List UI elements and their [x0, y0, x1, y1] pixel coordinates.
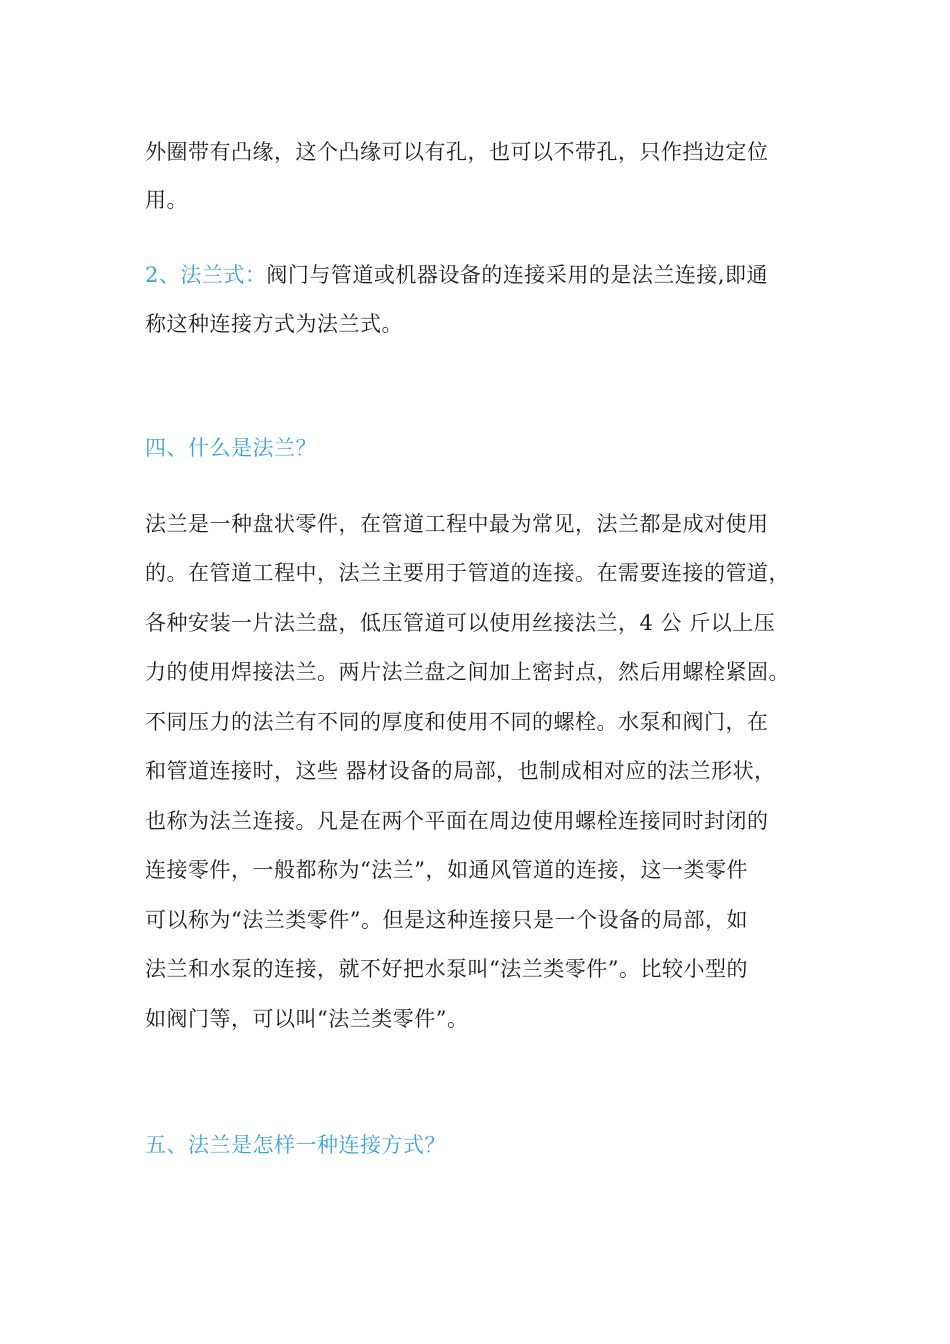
- paragraph-line: 的。在管道工程中，法兰主要用于管道的连接。在需要连接的管道，: [145, 561, 790, 585]
- paragraph-line: 和管道连接时，这些 器材设备的局部，也制成相对应的法兰形状，: [145, 759, 776, 783]
- section-label: 2、法兰式：: [145, 263, 267, 287]
- paragraph-line: 不同压力的法兰有不同的厚度和使用不同的螺栓。水泵和阀门，在: [145, 710, 769, 734]
- paragraph-line: 可以称为“法兰类零件”。但是这种连接只是一个设备的局部，如: [145, 908, 748, 932]
- paragraph-line: 法兰和水泵的连接，就不好把水泵叫“法兰类零件”。比较小型的: [145, 957, 748, 981]
- paragraph-line: 各种安装一片法兰盘，低压管道可以使用丝接法兰，4 公 斤以上压: [145, 611, 776, 635]
- section-heading: 五、法兰是怎样一种连接方式？: [145, 1133, 446, 1157]
- paragraph-line: 用。: [145, 188, 188, 212]
- section-heading: 四、什么是法兰？: [145, 436, 317, 460]
- paragraph-line: 也称为法兰连接。凡是在两个平面在周边使用螺栓连接同时封闭的: [145, 809, 769, 833]
- paragraph-line: 法兰是一种盘状零件，在管道工程中最为常见，法兰都是成对使用: [145, 512, 769, 536]
- paragraph-line: 称这种连接方式为法兰式。: [145, 312, 403, 336]
- paragraph-line: 如阀门等，可以叫“法兰类零件”。: [145, 1007, 469, 1031]
- paragraph-line: 连接零件，一般都称为“法兰”，如通风管道的连接，这一类零件: [145, 858, 748, 882]
- paragraph-text: 阀门与管道或机器设备的连接采用的是法兰连接,即通: [266, 263, 769, 287]
- paragraph-line: 力的使用焊接法兰。两片法兰盘之间加上密封点，然后用螺栓紧固。: [145, 660, 790, 684]
- paragraph-line: [145, 261, 815, 289]
- paragraph-line: 外圈带有凸缘，这个凸缘可以有孔，也可以不带孔，只作挡边定位: [145, 140, 769, 164]
